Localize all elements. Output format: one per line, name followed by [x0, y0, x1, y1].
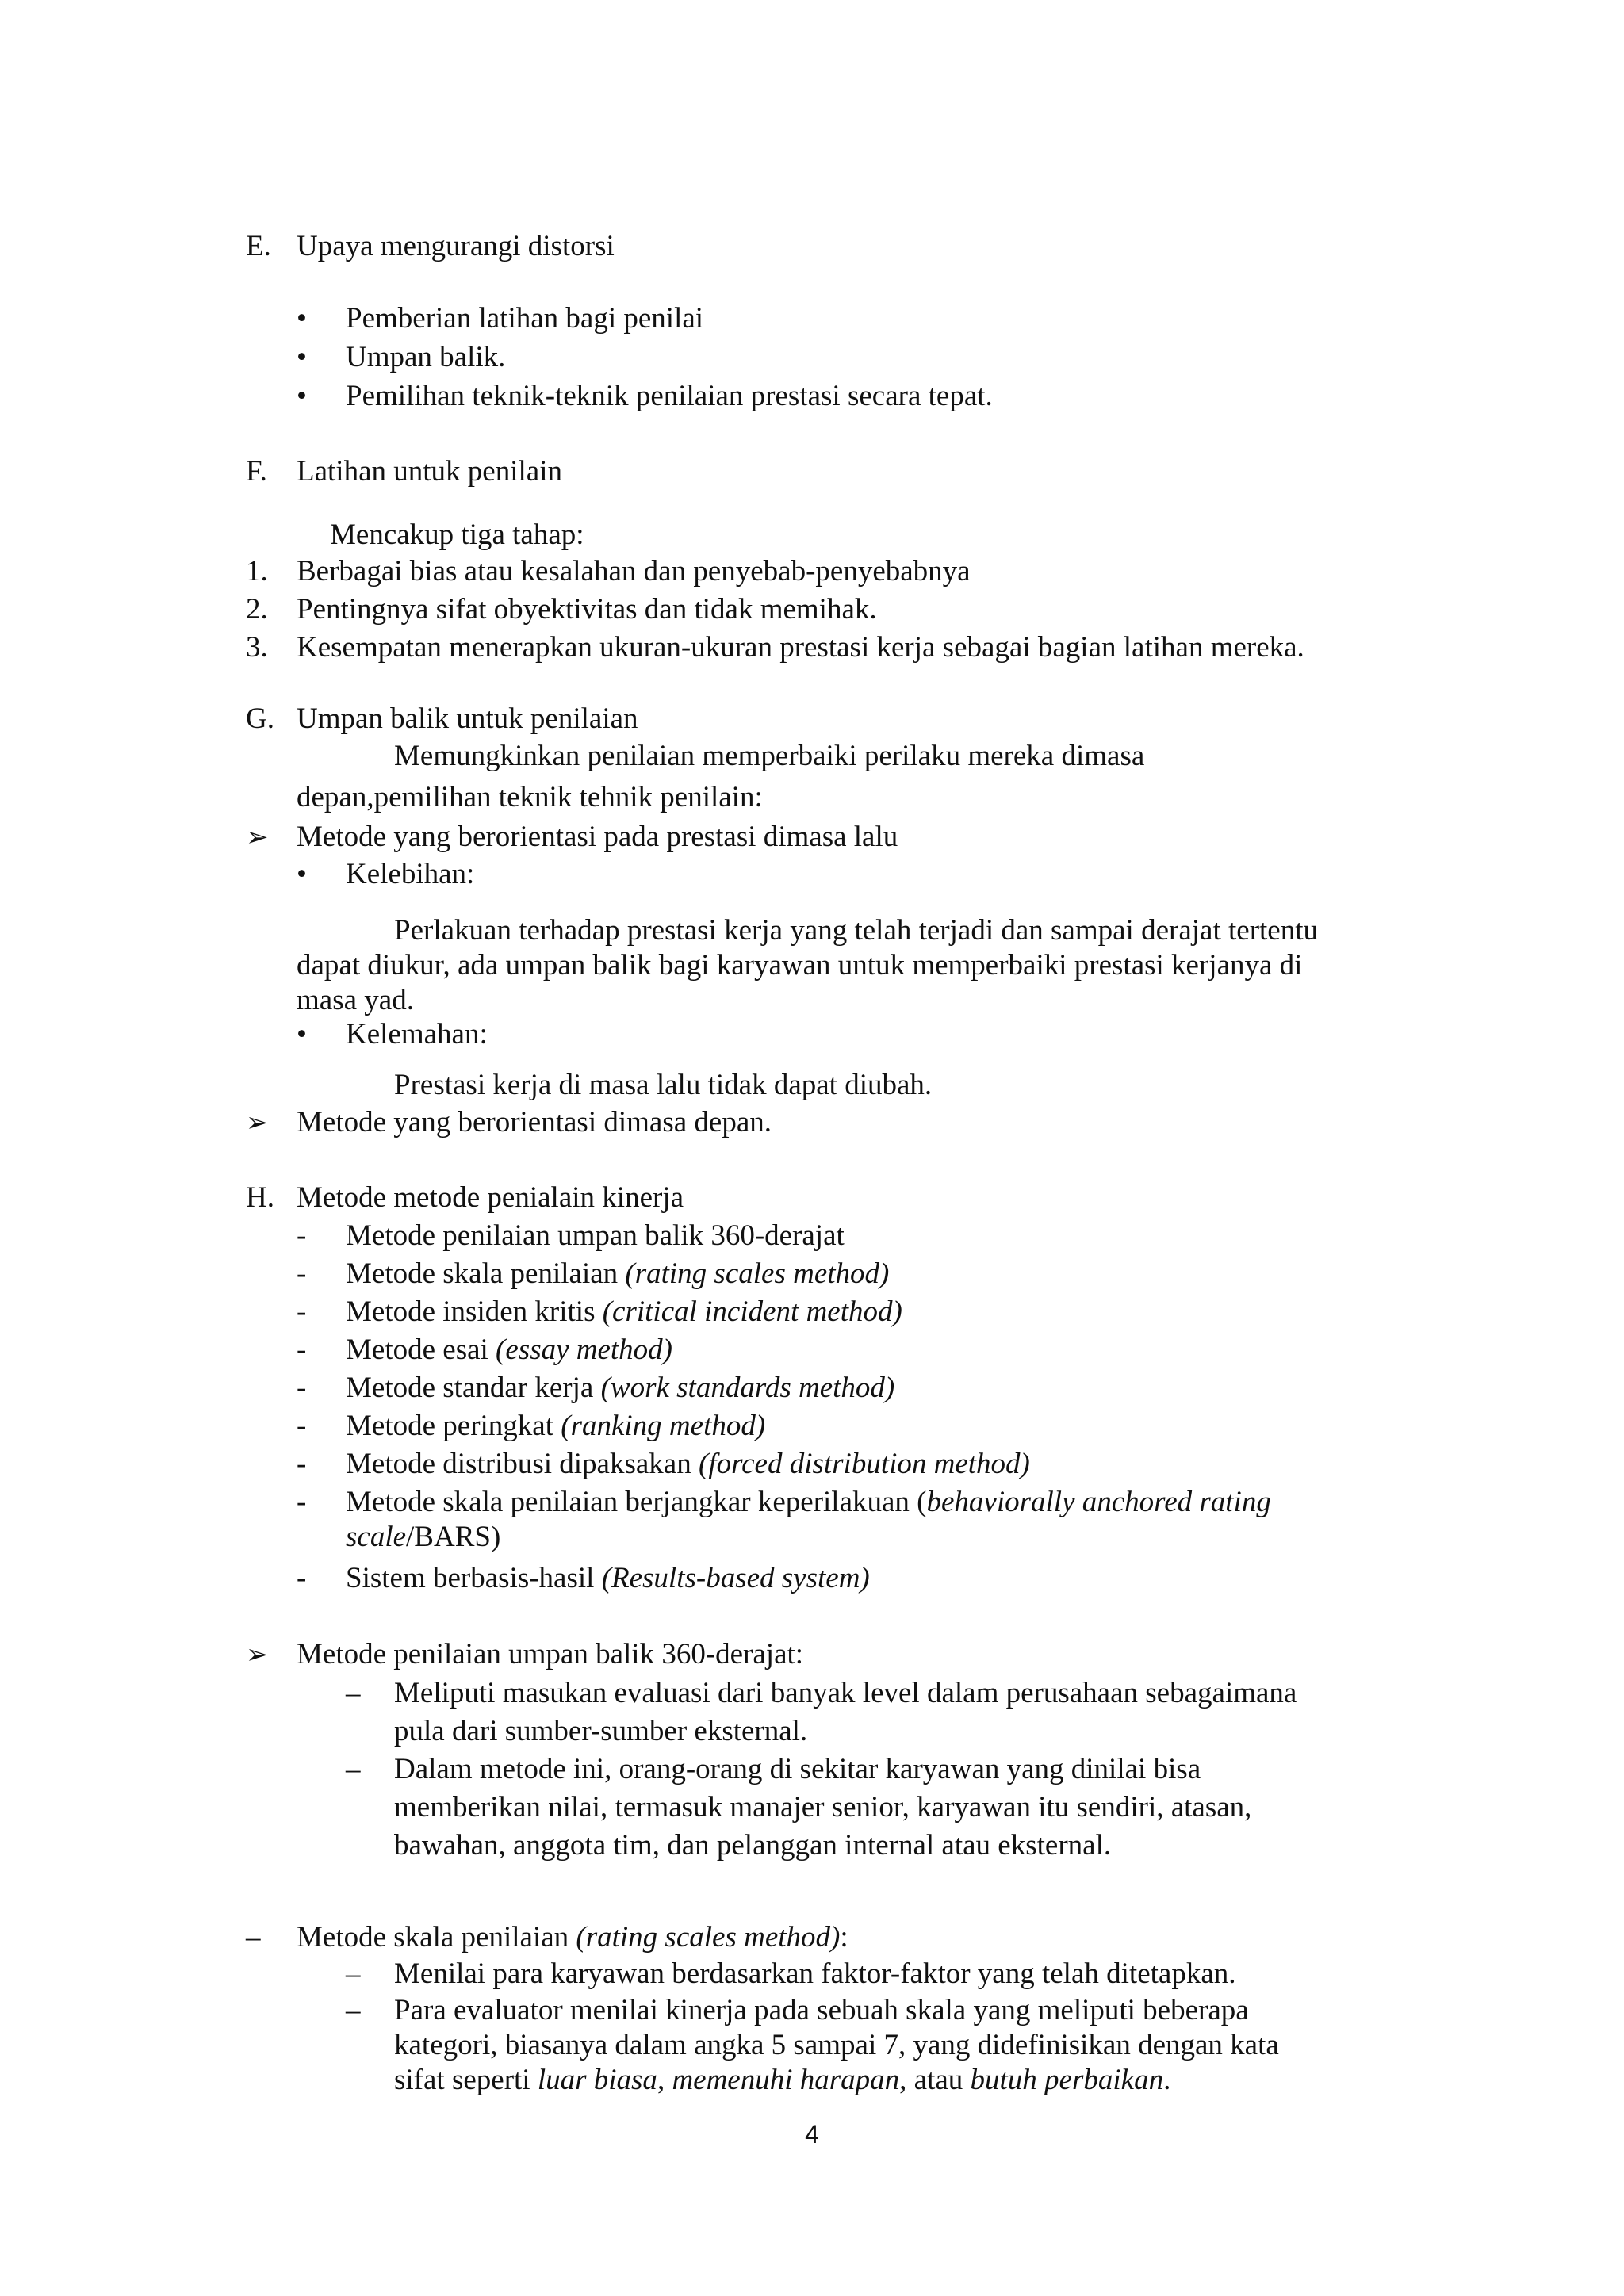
- dash-symbol: -: [297, 1486, 307, 1518]
- list-item: Metode skala penilaian berjangkar keperilakuan (behaviorally anchored rating: [346, 1486, 1271, 1518]
- section-e-heading: Upaya mengurangi distorsi: [297, 230, 615, 262]
- section-h-heading: Metode metode penialain kinerja: [297, 1181, 684, 1214]
- list-item: Metode standar kerja (work standards method): [346, 1372, 895, 1404]
- bullet-symbol: •: [297, 341, 307, 373]
- section-e-marker: E.: [246, 230, 271, 262]
- list-item: Metode skala penilaian (rating scales method): [346, 1257, 890, 1290]
- kelebihan-label: Kelebihan:: [346, 858, 475, 890]
- dash-symbol: -: [297, 1219, 307, 1252]
- paragraph-line: masa yad.: [297, 984, 414, 1016]
- rating-heading: Metode skala penilaian (rating scales method):: [297, 1921, 848, 1954]
- dash-symbol: -: [297, 1295, 307, 1328]
- list-item: Kesempatan menerapkan ukuran-ukuran prestasi kerja sebagai bagian latihan mereka.: [297, 631, 1304, 664]
- paragraph-line: Meliputi masukan evaluasi dari banyak level dalam perusahaan sebagaimana: [394, 1677, 1297, 1709]
- paragraph-line: pula dari sumber-sumber eksternal.: [394, 1715, 808, 1747]
- list-item: Pemilihan teknik-teknik penilaian prestasi secara tepat.: [346, 380, 993, 412]
- endash-symbol: –: [346, 1994, 361, 2026]
- section-f-heading: Latihan untuk penilain: [297, 455, 562, 488]
- paragraph-line: Memungkinkan penilaian memperbaiki perilaku mereka dimasa: [394, 740, 1145, 772]
- dash-symbol: -: [297, 1257, 307, 1290]
- list-number: 2.: [246, 593, 268, 626]
- list-item: Pemberian latihan bagi penilai: [346, 302, 704, 335]
- paragraph-line: Prestasi kerja di masa lalu tidak dapat diubah.: [394, 1069, 933, 1101]
- paragraph-line: memberikan nilai, termasuk manajer senior, karyawan itu sendiri, atasan,: [394, 1791, 1252, 1823]
- paragraph-line: Para evaluator menilai kinerja pada sebuah skala yang meliputi beberapa: [394, 1994, 1249, 2026]
- list-number: 1.: [246, 555, 268, 587]
- endash-symbol: –: [346, 1957, 361, 1990]
- arrow-bullet-icon: ➢: [246, 821, 269, 853]
- dash-symbol: -: [297, 1372, 307, 1404]
- paragraph-line: kategori, biasanya dalam angka 5 sampai 7, yang didefinisikan dengan kata: [394, 2029, 1279, 2061]
- bullet-symbol: •: [297, 380, 307, 412]
- endash-symbol: –: [346, 1677, 361, 1709]
- m360-heading: Metode penilaian umpan balik 360-derajat:: [297, 1638, 804, 1670]
- list-item: Umpan balik.: [346, 341, 506, 373]
- list-item: Berbagai bias atau kesalahan dan penyebab-penyebabnya: [297, 555, 971, 587]
- dash-symbol: -: [297, 1562, 307, 1594]
- paragraph-line: Perlakuan terhadap prestasi kerja yang telah terjadi dan sampai derajat tertentu: [394, 914, 1318, 947]
- paragraph-line: dapat diukur, ada umpan balik bagi karyawan untuk memperbaiki prestasi kerjanya di: [297, 949, 1303, 982]
- endash-symbol: –: [346, 1753, 361, 1785]
- list-item: Pentingnya sifat obyektivitas dan tidak memihak.: [297, 593, 877, 626]
- list-number: 3.: [246, 631, 268, 664]
- dash-symbol: -: [297, 1410, 307, 1442]
- list-item: Metode penilaian umpan balik 360-derajat: [346, 1219, 845, 1252]
- list-item: Metode esai (essay method): [346, 1334, 673, 1366]
- dash-symbol: -: [297, 1448, 307, 1480]
- section-g-marker: G.: [246, 702, 274, 735]
- list-item: Metode insiden kritis (critical incident method): [346, 1295, 902, 1328]
- section-h-marker: H.: [246, 1181, 274, 1214]
- arrow-bullet-icon: ➢: [246, 1107, 269, 1138]
- list-item: Metode peringkat (ranking method): [346, 1410, 766, 1442]
- bullet-symbol: •: [297, 858, 307, 890]
- paragraph-line: sifat seperti luar biasa, memenuhi harapan, atau butuh perbaikan.: [394, 2064, 1171, 2096]
- section-g-heading: Umpan balik untuk penilaian: [297, 702, 638, 735]
- paragraph-line: depan,pemilihan teknik tehnik penilain:: [297, 781, 763, 813]
- bullet-symbol: •: [297, 302, 307, 335]
- paragraph-line: Menilai para karyawan berdasarkan faktor-faktor yang telah ditetapkan.: [394, 1957, 1236, 1990]
- paragraph-line: Dalam metode ini, orang-orang di sekitar karyawan yang dinilai bisa: [394, 1753, 1201, 1785]
- paragraph-line: bawahan, anggota tim, dan pelanggan internal atau eksternal.: [394, 1829, 1112, 1862]
- list-item: Sistem berbasis-hasil (Results-based system): [346, 1562, 870, 1594]
- section-f-marker: F.: [246, 455, 267, 488]
- list-item: Metode distribusi dipaksakan (forced distribution method): [346, 1448, 1030, 1480]
- bullet-symbol: •: [297, 1018, 307, 1050]
- arrow-item: Metode yang berorientasi dimasa depan.: [297, 1106, 772, 1138]
- kelemahan-label: Kelemahan:: [346, 1018, 488, 1050]
- arrow-bullet-icon: ➢: [246, 1639, 269, 1670]
- section-f-intro: Mencakup tiga tahap:: [330, 519, 584, 551]
- arrow-item: Metode yang berorientasi pada prestasi dimasa lalu: [297, 821, 898, 853]
- list-item-continuation: scale/BARS): [346, 1521, 501, 1553]
- dash-symbol: -: [297, 1334, 307, 1366]
- page-number: 4: [805, 2120, 819, 2149]
- endash-symbol: –: [246, 1921, 261, 1954]
